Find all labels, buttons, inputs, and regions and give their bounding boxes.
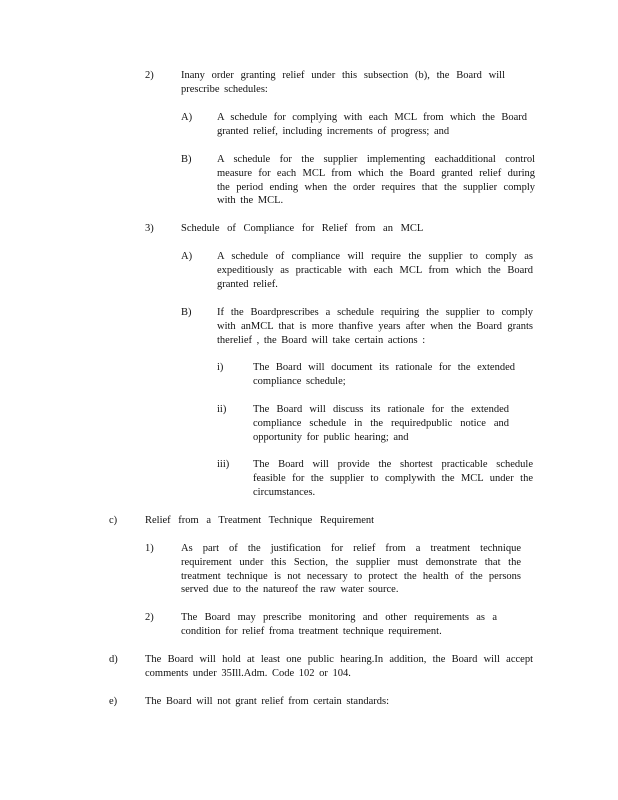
item-text: A schedule for complying with each MCL from which the Board granted relief, including increments of progress; and bbox=[217, 112, 527, 137]
item-marker: c) bbox=[109, 515, 118, 526]
item-marker: iii) bbox=[217, 459, 230, 470]
item-marker: e) bbox=[109, 696, 118, 707]
item-text: The Board will provide the shortest practicable schedule feasible for the supplier to complywith the MCL under the circumstances. bbox=[253, 459, 533, 498]
item-text: The Board may prescribe monitoring and other requirements as a condition for relief froma treatment technique requirement. bbox=[181, 612, 497, 637]
item-text: A schedule for the supplier implementing eachadditional control measure for each MCL from which the Board granted relief during the period ending when the order requires that the supplier comply with the MCL. bbox=[217, 154, 535, 207]
item-marker: B) bbox=[181, 154, 192, 165]
item-text: Schedule of Compliance for Relief from an MCL bbox=[181, 223, 424, 234]
item-text: The Board will hold at least one public hearing.In addition, the Board will accept comments under 35Ill.Adm. Code 102 or 104. bbox=[145, 654, 533, 679]
item-marker: d) bbox=[109, 654, 118, 665]
item-text: The Board will discuss its rationale for the extended compliance schedule in the requiredpublic notice and opportunity for public hearing; and bbox=[253, 404, 509, 443]
item-marker: 3) bbox=[145, 223, 154, 234]
item-marker: B) bbox=[181, 307, 192, 318]
item-marker: i) bbox=[217, 362, 224, 373]
item-text: The Board will not grant relief from certain standards: bbox=[145, 696, 390, 707]
item-text: The Board will document its rationale for the extended compliance schedule; bbox=[253, 362, 515, 387]
item-marker: 2) bbox=[145, 70, 154, 81]
item-text: Inany order granting relief under this subsection (b), the Board will prescribe schedules: bbox=[181, 70, 505, 95]
item-marker: A) bbox=[181, 112, 193, 123]
item-marker: 1) bbox=[145, 543, 154, 554]
item-marker: ii) bbox=[217, 404, 227, 415]
item-marker: A) bbox=[181, 251, 193, 262]
item-marker: 2) bbox=[145, 612, 154, 623]
item-text: Relief from a Treatment Technique Requirement bbox=[145, 515, 375, 526]
item-text: A schedule of compliance will require the supplier to comply as expeditiously as practicable with each MCL from which the Board granted relief. bbox=[217, 251, 533, 290]
item-text: If the Boardprescribes a schedule requiring the supplier to comply with anMCL that is more thanfive years after when the Board grants therelief , the Board will take certain actions : bbox=[217, 307, 533, 346]
item-text: As part of the justification for relief from a treatment technique requirement under this Section, the supplier must demonstrate that the treatment technique is not necessary to protect the health of the persons served due to the natureof the raw water source. bbox=[181, 543, 521, 596]
